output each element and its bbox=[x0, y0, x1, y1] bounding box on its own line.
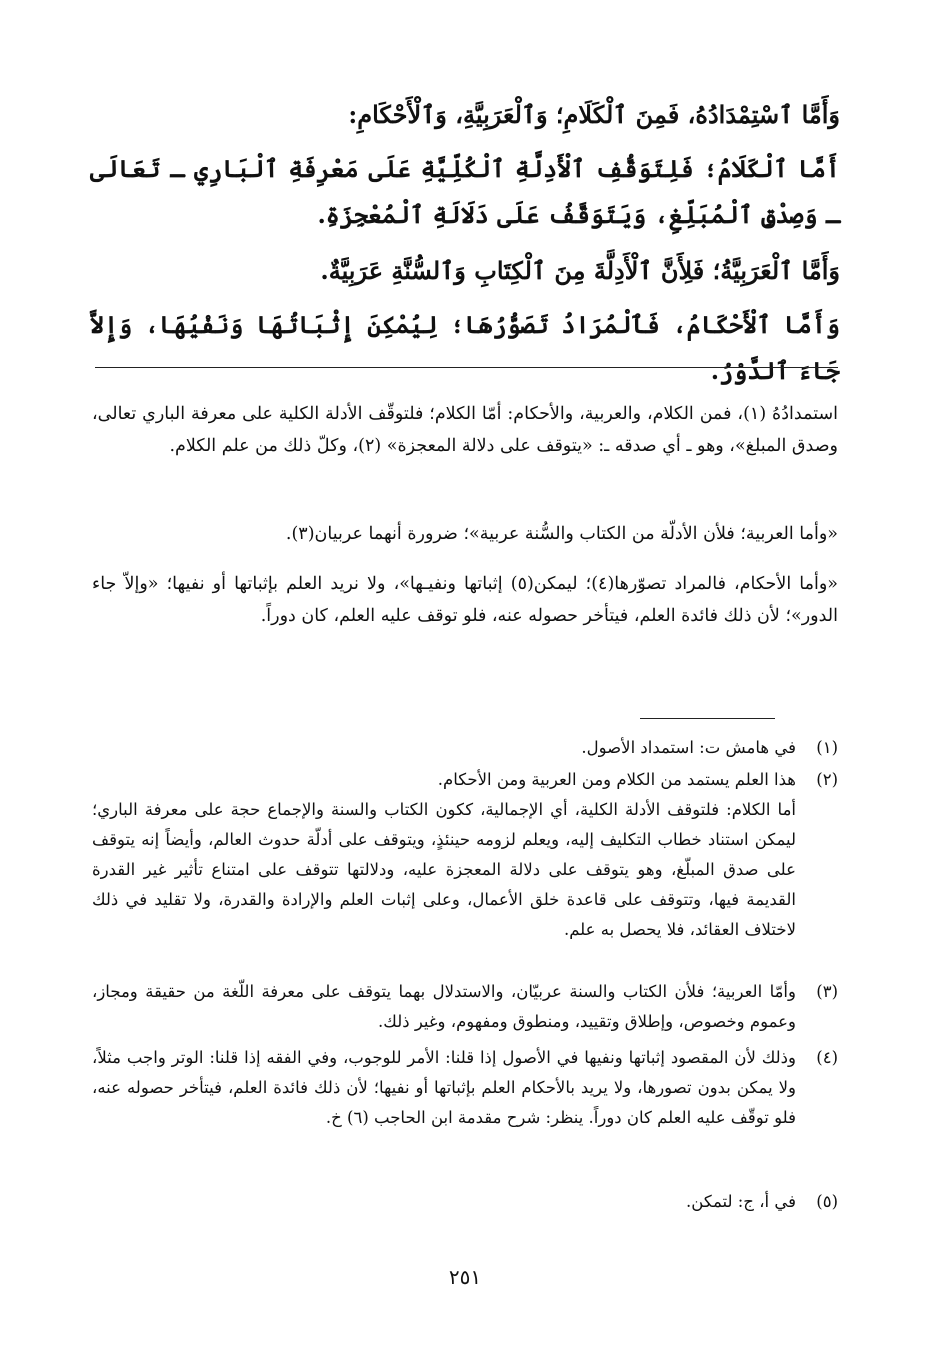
footnote bbox=[92, 733, 838, 763]
commentary-text: استمدادُهُ (١)، فمن الكلام، والعربية، والأحكام: أمّا الكلام؛ فلتوقّف الأدلة الكلية على معرفة الباري تعالى، وصدق المبلغ»، وهو ـ أي صدقه ـ: «يتوقف على دلالة المعجزة» (٢)، وكلّ ذلك من علم الكلام. bbox=[92, 404, 838, 456]
footnote-text: هذا العلم يستمد من الكلام ومن العربية ومن الأحكام. bbox=[437, 770, 796, 789]
commentary-paragraph bbox=[92, 568, 838, 632]
footnote-number: (٤) bbox=[816, 1048, 838, 1067]
main-text-divider bbox=[95, 367, 838, 368]
main-text-paragraph bbox=[90, 146, 840, 238]
main-text-line bbox=[90, 248, 840, 294]
commentary-text: «وأما العربية؛ فلأن الأدلّة من الكتاب والسُّنة عربية»؛ ضرورة أنهما عربيان(٣). bbox=[285, 524, 838, 544]
footnote-number: (٥) bbox=[816, 1192, 838, 1211]
footnote bbox=[92, 977, 838, 1037]
main-text-line bbox=[90, 302, 840, 394]
commentary-paragraph bbox=[92, 398, 838, 462]
commentary-text: «وأما الأحكام، فالمراد تصوّرها(٤)؛ ليمكن(٥) إثباتها ونفيـها»، ولا نريد العلم بإثباتها أو نفيها؛ «وإلاّ جاء الدور»؛ لأن ذلك فائدة العلم، فيتأخر حصوله عنه، فلو توقف عليه العلم، كان دوراً. bbox=[92, 574, 839, 626]
footnote-number: (١) bbox=[816, 738, 838, 757]
footnote-divider bbox=[640, 718, 775, 719]
footnote bbox=[92, 1187, 838, 1217]
main-paragraph: وَأَمَّا ٱسْتِمْدَادُهُ، فَمِنَ ٱلْكَلَامِ؛ وَٱلْعَرَبِيَّةِ، وَٱلْأَحْكَامِ: bbox=[348, 100, 840, 129]
footnote-text: أما الكلام: فلتوقف الأدلة الكلية، أي الإجمالية، ككون الكتاب والسنة والإجماع حجة على معرفة الباري؛ ليمكن استناد خطاب التكليف إليه، ويعلم لزومه حينئذٍ، ويتوقف على أدلّة حدوث العالم، وأيضاً إنه يتوقف على صدق المبلّغ، وهو يتوقف على دلالة المعجزة عليه، ودلالتها تتوقف على امتناع تأثير غير القدرة القديمة فيها، وتتوقف على قاعدة خلق الأعمال، وعلى إثبات العلم والإرادة والقدرة، ولا تقليد في ذلك لاختلاف العقائد، فلا يحصل به علم. bbox=[92, 800, 796, 939]
footnote-number: (٣) bbox=[816, 982, 838, 1001]
main-paragraph: وَأَمَّا ٱلْأَحْكَامُ، فَٱلْمُرَادُ تَصَوُّرُهَا؛ لِيُمْكِنَ إِثْبَاتُهَا وَنَفْيُهَا، وَإِلاَّ جَاءَ ٱلدَّوْرُ. bbox=[90, 310, 840, 385]
footnote-text: في أ، ج: لتمكن. bbox=[686, 1192, 796, 1211]
footnote-text: في هامش ت: استمداد الأصول. bbox=[581, 738, 796, 757]
commentary-paragraph bbox=[92, 518, 838, 550]
footnote-number: (٢) bbox=[816, 770, 838, 789]
footnote bbox=[92, 765, 838, 945]
main-text-line bbox=[90, 92, 840, 138]
footnote bbox=[92, 1043, 838, 1133]
main-paragraph: وَأَمَّا ٱلْعَرَبِيَّةُ؛ فَلِأَنَّ ٱلْأَدِلَّةَ مِنَ ٱلْكِتَابِ وَٱلسُّنَّةِ عَرَبِيَّةٌ. bbox=[320, 256, 840, 285]
main-paragraph: أَمَّا ٱلْكَلَامُ؛ فَلِتَوَقُّفِ ٱلْأَدِلَّةِ ٱلْكُلِّيَّةِ عَلَى مَعْرِفَةِ ٱلْبَارِي ـ تَعَالَى ـ وَصِدْقِ ٱلْمُبَلِّغِ، وَيَتَوَقَّفُ عَلَى دَلَالَةِ ٱلْمُعْجِزَةِ. bbox=[90, 154, 840, 229]
page-number: ٢٥١ bbox=[448, 1265, 482, 1289]
footnote-text: وذلك لأن المقصود إثباتها ونفيها في الأصول إذا قلنا: الأمر للوجوب، وفي الفقه إذا قلنا: الوتر واجب مثلاً، ولا يمكن بدون تصورها، ولا يريد بالأحكام العلم بإثباتها أو نفيها؛ لأن ذلك فائدة العلم، فيتأخر حصوله عنه، فلو توقّف عليه العلم كان دوراً. ينظر: شرح مقدمة ابن الحاجب (٦) خ. bbox=[92, 1048, 796, 1127]
footnote-text: وأمّا العربية؛ فلأن الكتاب والسنة عربيّان، والاستدلال بهما يتوقف على معرفة اللّغة من حقيقة ومجاز، وعموم وخصوص، وإطلاق وتقييد، ومنطوق ومفهوم، وغير ذلك. bbox=[92, 982, 796, 1031]
